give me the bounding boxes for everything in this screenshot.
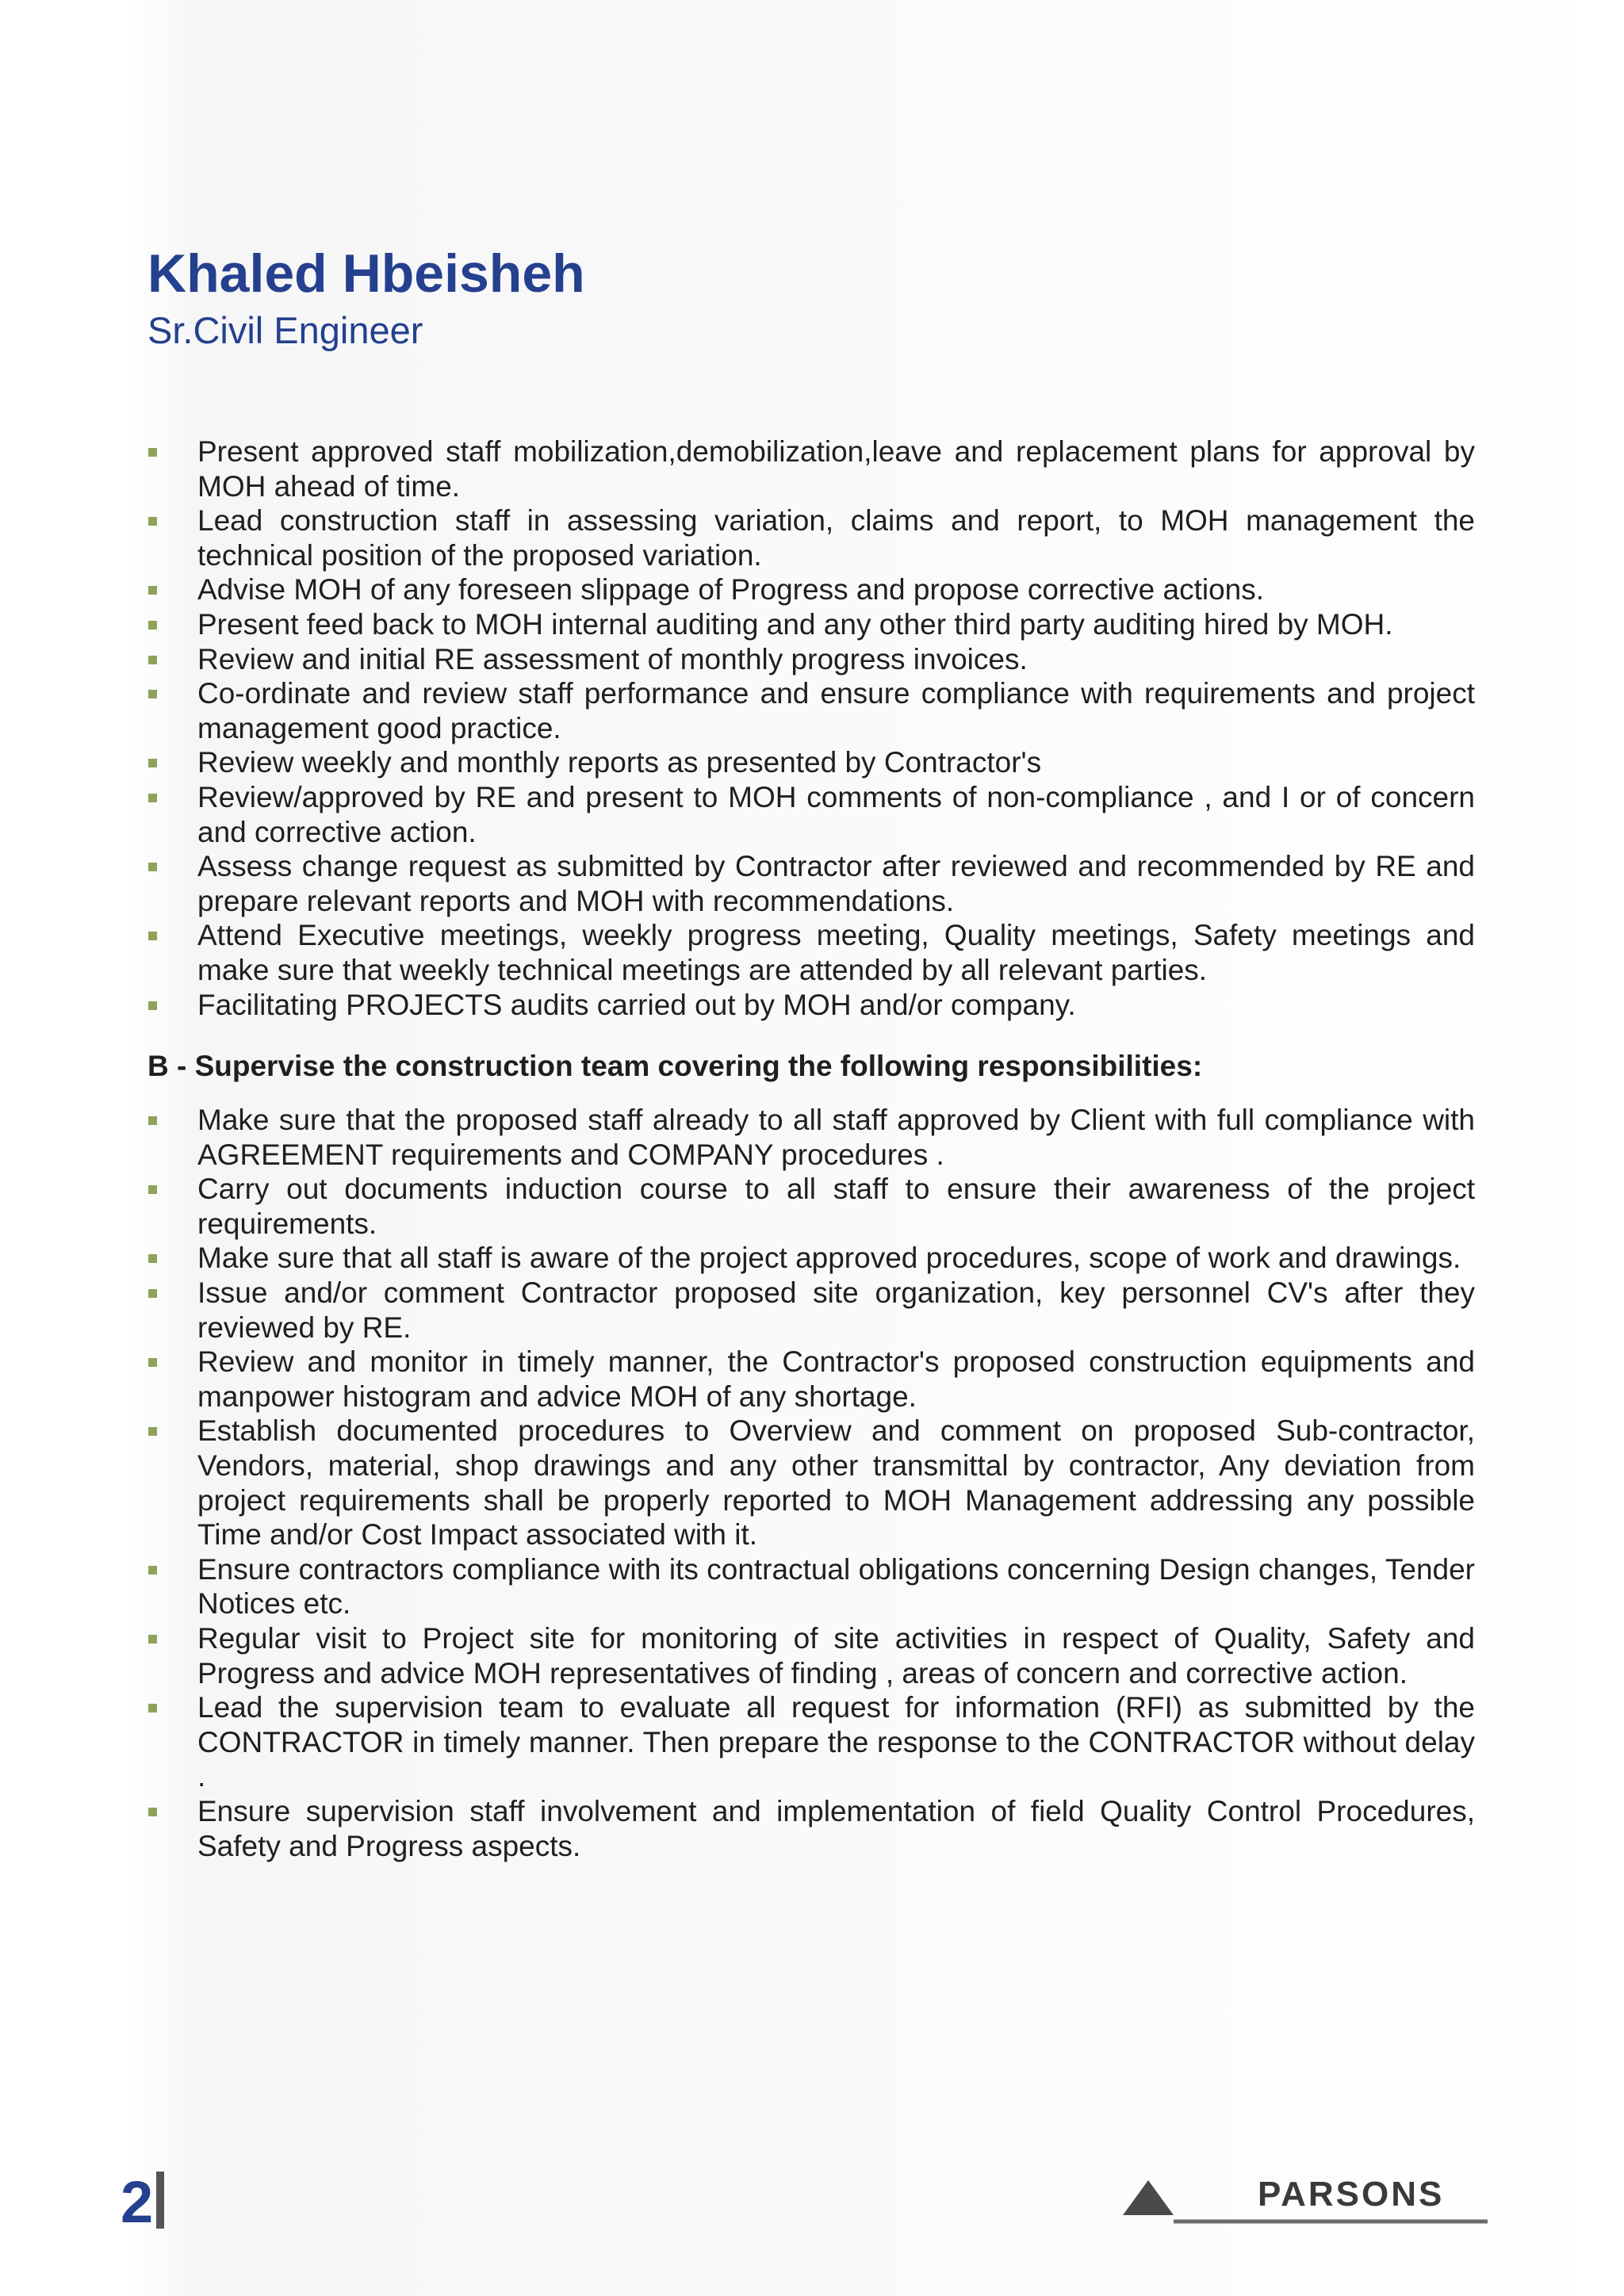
list-item-text: Lead the supervision team to evaluate all request for information (RFI) as submitted by the CONTRACTOR in timely manner. Then prepare the response to the CONTRACTOR without delay .: [197, 1691, 1475, 1793]
page-number-text: 2: [121, 2169, 154, 2235]
list-item: [147, 1794, 1475, 1863]
list-item: [147, 988, 1475, 1023]
list-item-text: Review and monitor in timely manner, the Contractor's proposed construction equipments and manpower histogram and advice MOH of any shortage.: [197, 1345, 1475, 1413]
list-item-text: Present approved staff mobilization,demobilization,leave and replacement plans for approval by MOH ahead of time.: [197, 435, 1475, 503]
square-bullet-icon: [148, 1427, 157, 1436]
list-item-text: Attend Executive meetings, weekly progress meeting, Quality meetings, Safety meetings and make sure that weekly technical meetings are attended by all relevant parties.: [197, 919, 1475, 986]
list-item-text: Carry out documents induction course to all staff to ensure their awareness of the project requirements.: [197, 1173, 1475, 1240]
square-bullet-icon: [148, 1185, 157, 1194]
page-number-divider: [156, 2172, 164, 2229]
list-item-text: Make sure that the proposed staff already to all staff approved by Client with full compliance with AGREEMENT requirements and COMPANY procedures .: [197, 1104, 1475, 1171]
list-item: [147, 642, 1475, 677]
list-item-text: Assess change request as submitted by Contractor after reviewed and recommended by RE and prepare relevant reports and MOH with recommendations.: [197, 850, 1475, 917]
list-item-text: Co-ordinate and review staff performance and ensure compliance with requirements and project management good practice.: [197, 677, 1475, 744]
square-bullet-icon: [148, 1358, 157, 1367]
square-bullet-icon: [148, 1116, 157, 1125]
list-item-text: Review and initial RE assessment of monthly progress invoices.: [197, 642, 1028, 675]
responsibilities-list-b: [147, 1103, 1475, 1863]
list-item: [147, 676, 1475, 745]
section-b-heading: B - Supervise the construction team covering the following responsibilities:: [147, 1050, 1203, 1083]
square-bullet-icon: [148, 1289, 157, 1298]
list-item: [147, 503, 1475, 572]
person-name: Khaled Hbeisheh: [147, 243, 585, 304]
list-item-text: Lead construction staff in assessing variation, claims and report, to MOH management the technical position of the proposed variation.: [197, 504, 1475, 572]
list-item: [147, 1690, 1475, 1794]
list-item: [147, 1103, 1475, 1172]
square-bullet-icon: [148, 586, 157, 595]
list-item: [147, 607, 1475, 642]
square-bullet-icon: [148, 690, 157, 698]
list-item-text: Regular visit to Project site for monitoring of site activities in respect of Quality, Safety and Progress and advice MOH representatives of finding , areas of concern and corrective action.: [197, 1622, 1475, 1689]
list-item: [147, 918, 1475, 987]
responsibilities-list-a: [147, 434, 1475, 1022]
list-item-text: Make sure that all staff is aware of the project approved procedures, scope of work and drawings.: [197, 1242, 1461, 1275]
list-item-text: Establish documented procedures to Overview and comment on proposed Sub-contractor, Vendors, material, shop drawings and any other transmittal by contractor, Any deviation from project requirements shall be properly reported to MOH Management addressing any possible Time and/or Cost Impact associated with it.: [197, 1414, 1475, 1552]
page-number: [121, 2171, 164, 2234]
list-item-text: Present feed back to MOH internal auditing and any other third party auditing hired by MOH.: [197, 607, 1393, 641]
job-title: Sr.Civil Engineer: [147, 309, 423, 351]
list-item-text: Review weekly and monthly reports as presented by Contractor's: [197, 746, 1042, 779]
square-bullet-icon: [148, 863, 157, 871]
list-item: [147, 849, 1475, 918]
square-bullet-icon: [148, 1808, 157, 1816]
square-bullet-icon: [148, 517, 157, 526]
list-item: [147, 780, 1475, 849]
list-item-text: Review/approved by RE and present to MOH comments of non-compliance , and I or of concern and corrective action.: [197, 780, 1475, 848]
parsons-logo: [1123, 2174, 1488, 2229]
list-item: [147, 1172, 1475, 1241]
responsibilities-content: [147, 434, 1475, 1863]
list-item-text: Ensure contractors compliance with its contractual obligations concerning Design changes, Tender Notices etc.: [197, 1552, 1475, 1621]
list-item: [147, 1552, 1475, 1621]
square-bullet-icon: [148, 759, 157, 767]
square-bullet-icon: [148, 1704, 157, 1712]
list-item: [147, 434, 1475, 503]
list-item: [147, 572, 1475, 607]
list-item: [147, 745, 1475, 780]
square-bullet-icon: [148, 1635, 157, 1644]
resume-header: [147, 242, 1337, 353]
list-item-text: Facilitating PROJECTS audits carried out by MOH and/or company.: [197, 988, 1076, 1021]
square-bullet-icon: [148, 621, 157, 629]
square-bullet-icon: [148, 794, 157, 802]
list-item-text: Ensure supervision staff involvement and implementation of field Quality Control Procedures, Safety and Progress aspects.: [197, 1794, 1475, 1862]
list-item-text: Issue and/or comment Contractor proposed site organization, key personnel CV's after they reviewed by RE.: [197, 1276, 1475, 1344]
list-item: [147, 1621, 1475, 1690]
square-bullet-icon: [148, 1001, 157, 1010]
square-bullet-icon: [148, 1566, 157, 1575]
square-bullet-icon: [148, 656, 157, 664]
list-item: [147, 1414, 1475, 1552]
square-bullet-icon: [148, 1254, 157, 1263]
parsons-logo-text: PARSONS: [1258, 2175, 1445, 2214]
list-item: [147, 1276, 1475, 1345]
list-item: [147, 1241, 1475, 1276]
list-item: [147, 1345, 1475, 1414]
list-item-text: Advise MOH of any foreseen slippage of Progress and propose corrective actions.: [197, 573, 1265, 607]
square-bullet-icon: [148, 448, 157, 457]
square-bullet-icon: [148, 932, 157, 940]
